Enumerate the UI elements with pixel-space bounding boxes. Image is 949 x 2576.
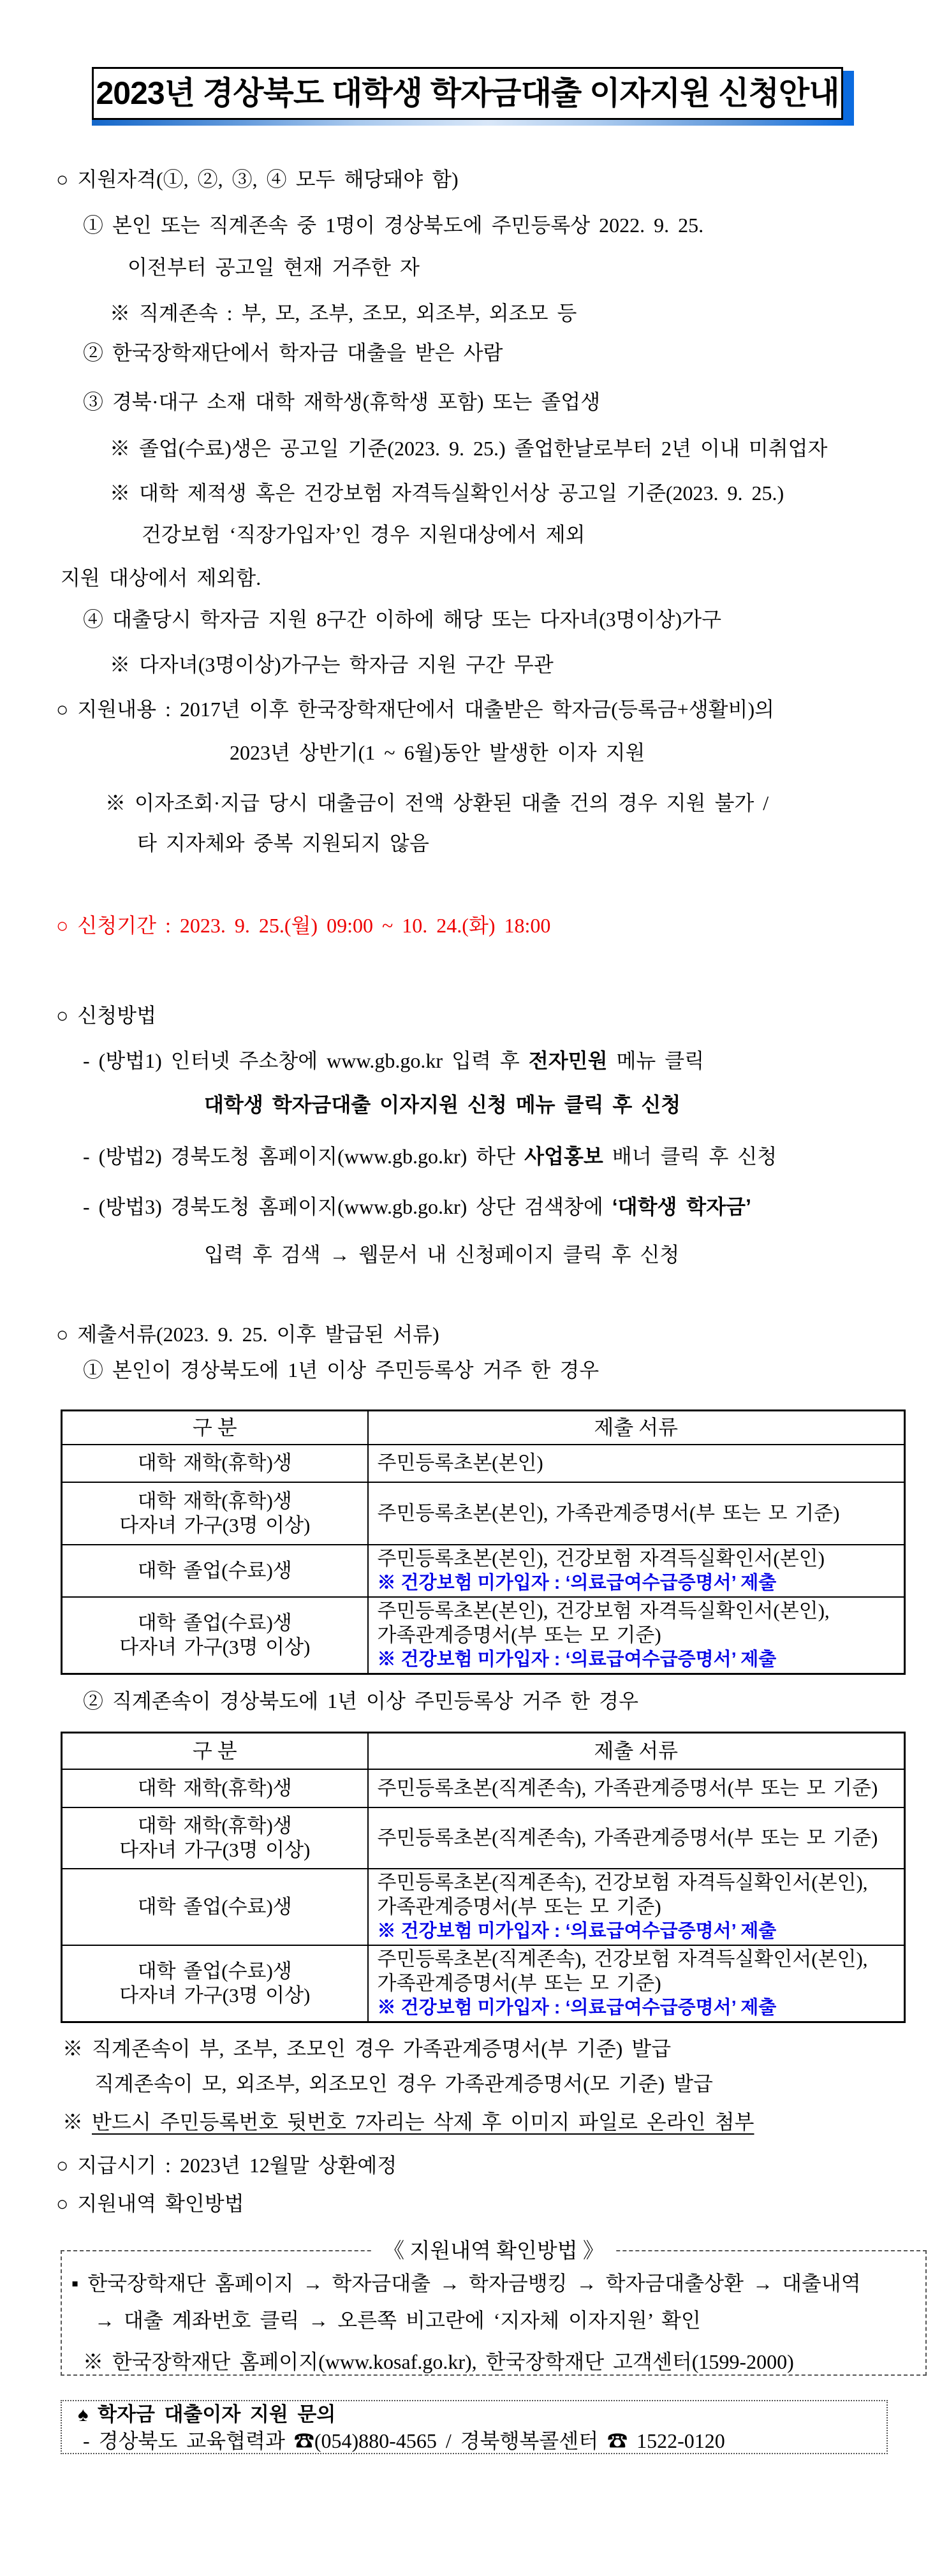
notice-title-box [92, 67, 843, 120]
eligibility-item4: ④ 대출당시 학자금 지원 8구간 이하에 해당 또는 다자녀(3명이상)가구 [83, 608, 722, 631]
row-documents-line2: 가족관계증명서(부 또는 모 기준) [377, 1623, 661, 1646]
documents-noteA-line1: ※ 직계존속이 부, 조부, 조모인 경우 가족관계증명서(부 기준) 발급 [63, 2037, 672, 2060]
row-documents: 주민등록초본(본인), 건강보험 자격득실확인서(본인) [377, 1547, 825, 1570]
documents-noteB-prefix: ※ [63, 2110, 92, 2133]
row-category: 대학 졸업(수료)생 [137, 1611, 292, 1634]
row-documents: 주민등록초본(직계존속), 가족관계증명서(부 또는 모 기준) [377, 1776, 878, 1799]
documents-table-2 [61, 1732, 906, 2023]
col-header-documents: 제출 서류 [594, 1416, 679, 1439]
eligibility-item1-line1: ① 본인 또는 직계존속 중 1명이 경상북도에 주민등록상 2022. 9. 25. [83, 214, 704, 237]
title-shadow-right [843, 71, 854, 126]
row-category-line2: 다자녀 가구(3명 이상) [119, 1513, 311, 1536]
payment-schedule: ○ 지급시기 : 2023년 12월말 상환예정 [56, 2154, 397, 2177]
row-documents: 주민등록초본(직계존속), 건강보험 자격득실확인서(본인), [377, 1947, 868, 1970]
table-row [62, 1445, 905, 1482]
apply-method-1-pre: - (방법1) 인터넷 주소창에 www.gb.go.kr 입력 후 [83, 1049, 529, 1072]
table-row [62, 1769, 905, 1807]
table-row [62, 1545, 905, 1597]
eligibility-item3-note1: ※ 졸업(수료)생은 공고일 기준(2023. 9. 25.) 졸업한날로부터 2년 이내 미취업자 [110, 437, 828, 460]
apply-method-2-post: 배너 클릭 후 신청 [603, 1145, 777, 1168]
row-documents: 주민등록초본(직계존속), 가족관계증명서(부 또는 모 기준) [377, 1826, 878, 1849]
eligibility-stray-line: 지원 대상에서 제외함. [61, 566, 261, 589]
row-note-blue: ※ 건강보험 미가입자 : ‘의료급여수급증명서’ 제출 [377, 1997, 777, 2018]
eligibility-item3-note2-line1: ※ 대학 제적생 혹은 건강보험 자격득실확인서상 공고일 기준(2023. 9. 25.) [110, 482, 784, 504]
row-category-line2: 다자녀 가구(3명 이상) [119, 1984, 311, 2006]
documents-table-1 [61, 1409, 906, 1675]
col-header-category: 구 분 [192, 1416, 237, 1439]
documents-case1-title: ① 본인이 경상북도에 1년 이상 주민등록상 거주 한 경우 [83, 1358, 600, 1381]
row-category: 대학 재학(휴학)생 [137, 1814, 292, 1837]
contact-phone-line: - 경상북도 교육협력과 ☎(054)880-4565 / 경북행복콜센터 ☎ 1522-0120 [83, 2429, 725, 2452]
support-history-line3: ※ 한국장학재단 홈페이지(www.kosaf.go.kr), 한국장학재단 고객센터(1599-2000) [83, 2350, 794, 2373]
row-category: 대학 졸업(수료)생 [137, 1895, 292, 1918]
title-shadow-bottom [92, 120, 854, 126]
row-documents-line2: 가족관계증명서(부 또는 모 기준) [377, 1895, 661, 1918]
support-content-note1: ※ 이자조회·지급 당시 대출금이 전액 상환된 대출 건의 경우 지원 불가 / [105, 791, 769, 814]
apply-method-3-bold: ‘대학생 학자금’ [612, 1195, 751, 1218]
support-history-line2: → 대출 계좌번호 클릭 → 오른쪽 비고란에 ‘지자체 이자지원’ 확인 [94, 2309, 701, 2332]
application-period: ○ 신청기간 : 2023. 9. 25.(월) 09:00 ~ 10. 24.(화) 18:00 [56, 914, 551, 937]
support-history-heading: ○ 지원내역 확인방법 [56, 2192, 244, 2215]
table-header-row [62, 1411, 905, 1445]
row-documents: 주민등록초본(직계존속), 건강보험 자격득실확인서(본인), [377, 1871, 868, 1894]
col-header-category: 구 분 [192, 1739, 237, 1763]
row-documents: 주민등록초본(본인), 건강보험 자격득실확인서(본인), [377, 1599, 830, 1622]
support-content-line2: 2023년 상반기(1 ~ 6월)동안 발생한 이자 지원 [230, 741, 645, 764]
apply-method-2-pre: - (방법2) 경북도청 홈페이지(www.gb.go.kr) 하단 [83, 1145, 525, 1168]
row-note-blue: ※ 건강보험 미가입자 : ‘의료급여수급증명서’ 제출 [377, 1649, 777, 1670]
documents-heading: ○ 제출서류(2023. 9. 25. 이후 발급된 서류) [56, 1323, 439, 1346]
eligibility-item3-note2-line2: 건강보험 ‘직장가입자’인 경우 지원대상에서 제외 [142, 523, 585, 546]
support-content-line1: ○ 지원내용 : 2017년 이후 한국장학재단에서 대출받은 학자금(등록금+생활비)의 [56, 698, 775, 721]
apply-method-1-post: 메뉴 클릭 [607, 1049, 705, 1072]
apply-method-1-line2: 대학생 학자금대출 이자지원 신청 메뉴 클릭 후 신청 [204, 1093, 681, 1116]
row-documents: 주민등록초본(본인), 가족관계증명서(부 또는 모 기준) [377, 1501, 840, 1524]
row-category-line2: 다자녀 가구(3명 이상) [119, 1635, 311, 1658]
row-note-blue: ※ 건강보험 미가입자 : ‘의료급여수급증명서’ 제출 [377, 1572, 777, 1593]
eligibility-item1-note: ※ 직계존속 : 부, 모, 조부, 조모, 외조부, 외조모 등 [110, 302, 577, 325]
table-row [62, 1945, 905, 2022]
documents-noteB [63, 2109, 754, 2135]
table-row [62, 1807, 905, 1869]
table-row [62, 1597, 905, 1674]
row-category: 대학 재학(휴학)생 [137, 1776, 292, 1799]
support-history-line1: ▪ 한국장학재단 홈페이지 → 학자금대출 → 학자금뱅킹 → 학자금대출상환 → 대출내역 [71, 2272, 861, 2295]
documents-noteB-text: 반드시 주민등록번호 뒷번호 7자리는 삭제 후 이미지 파일로 온라인 첨부 [92, 2110, 754, 2133]
table-row [62, 1869, 905, 1945]
eligibility-heading: ○ 지원자격(①, ②, ③, ④ 모두 해당돼야 함) [56, 168, 459, 191]
eligibility-item3: ③ 경북·대구 소재 대학 재학생(휴학생 포함) 또는 졸업생 [83, 390, 601, 413]
row-category-line2: 다자녀 가구(3명 이상) [119, 1838, 311, 1861]
row-category: 대학 재학(휴학)생 [137, 1489, 292, 1512]
support-history-box-title: 《 지원내역 확인방법 》 [372, 2239, 615, 2264]
eligibility-item2: ② 한국장학재단에서 학자금 대출을 받은 사람 [83, 341, 503, 364]
row-note-blue: ※ 건강보험 미가입자 : ‘의료급여수급증명서’ 제출 [377, 1920, 777, 1941]
row-documents-line2: 가족관계증명서(부 또는 모 기준) [377, 1971, 661, 1994]
col-header-documents: 제출 서류 [594, 1739, 679, 1763]
apply-method-1-line1 [83, 1048, 704, 1073]
apply-method-3-pre: - (방법3) 경북도청 홈페이지(www.gb.go.kr) 상단 검색창에 [83, 1195, 612, 1218]
support-content-note2: 타 지자체와 중복 지원되지 않음 [137, 832, 429, 855]
apply-method-heading: ○ 신청방법 [56, 1004, 156, 1027]
apply-method-3-line1 [83, 1194, 751, 1219]
apply-method-2 [83, 1144, 777, 1169]
apply-method-2-bold: 사업홍보 [524, 1145, 603, 1168]
row-category: 대학 졸업(수료)생 [137, 1959, 292, 1982]
documents-case2-title: ② 직계존속이 경상북도에 1년 이상 주민등록상 거주 한 경우 [83, 1689, 638, 1712]
row-category: 대학 재학(휴학)생 [137, 1452, 292, 1474]
eligibility-item4-note: ※ 다자녀(3명이상)가구는 학자금 지원 구간 무관 [110, 653, 554, 676]
documents-noteA-line2: 직계존속이 모, 외조부, 외조모인 경우 가족관계증명서(모 기준) 발급 [94, 2072, 713, 2095]
table-row [62, 1482, 905, 1545]
contact-title: ♠ 학자금 대출이자 지원 문의 [78, 2403, 336, 2425]
apply-method-3-line2: 입력 후 검색 → 웹문서 내 신청페이지 클릭 후 신청 [204, 1243, 680, 1266]
page-title: 2023년 경상북도 대학생 학자금대출 이자지원 신청안내 [96, 75, 839, 111]
row-documents: 주민등록초본(본인) [377, 1452, 543, 1474]
eligibility-item1-line2: 이전부터 공고일 현재 거주한 자 [128, 256, 420, 279]
table-header-row [62, 1733, 905, 1769]
apply-method-1-bold: 전자민원 [528, 1049, 608, 1072]
row-category: 대학 졸업(수료)생 [137, 1559, 292, 1582]
